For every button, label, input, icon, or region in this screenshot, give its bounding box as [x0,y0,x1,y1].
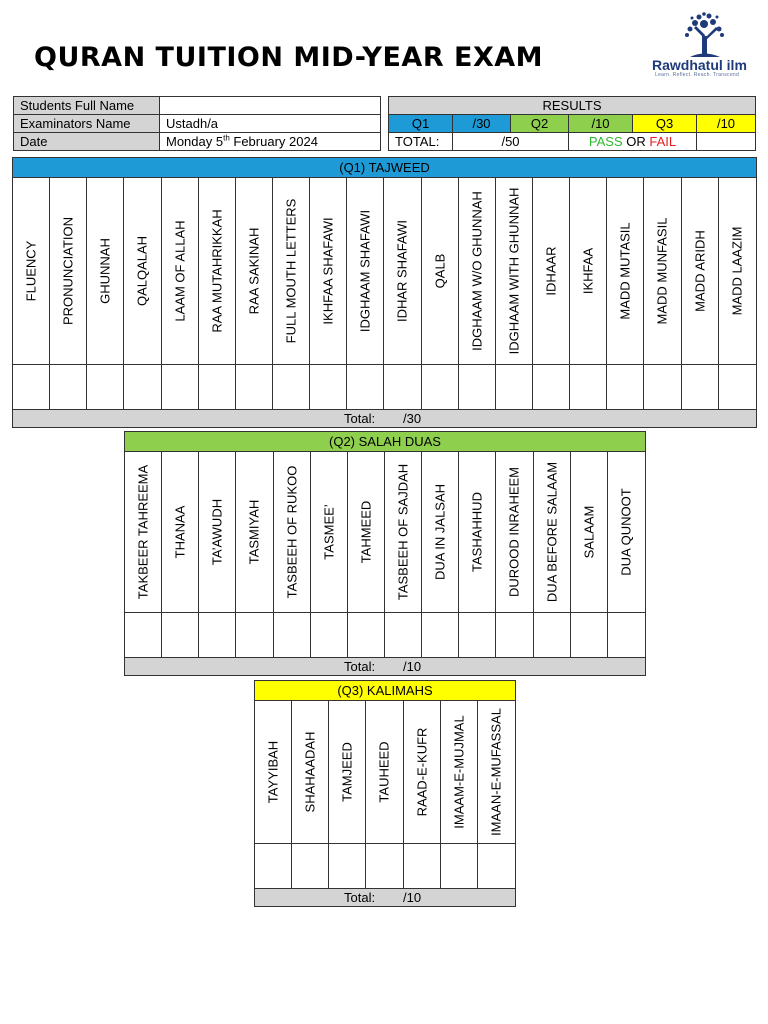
criterion-column [199,452,236,658]
criterion-column [608,452,645,658]
criterion-label-cell [644,178,680,365]
criterion-column [459,452,496,658]
criterion-label-cell [385,452,421,613]
students-label: Students Full Name [14,97,160,115]
score-cell[interactable] [571,613,607,658]
criterion-label-cell [162,452,198,613]
criterion-label: SALAAM [581,505,597,559]
q2-total-max: /10 [403,659,422,674]
criterion-column [607,178,644,410]
criterion-label-cell [236,178,272,365]
criterion-label-cell [719,178,756,365]
q3-total-max: /10 [403,890,422,905]
q3-criteria [255,701,515,889]
score-cell[interactable] [274,613,310,658]
q2-total-row [125,658,645,675]
score-cell[interactable] [533,365,569,410]
q3-header: (Q3) KALIMAHS [255,681,515,701]
total-result-max[interactable]: /50 [453,133,569,151]
pass-label: PASS [588,134,623,149]
criterion-label-cell [459,452,495,613]
score-cell[interactable] [199,365,235,410]
score-cell[interactable] [50,365,86,410]
criterion-label-cell [87,178,123,365]
q2-total-label: Total: [344,659,376,674]
score-cell[interactable] [496,613,532,658]
date-rest: February 2024 [229,134,318,149]
score-cell[interactable] [329,844,365,889]
criterion-column [329,701,366,889]
criterion-label: SHAHAADAH [302,731,318,813]
examiner-name-field[interactable]: Ustadh/a [160,115,381,133]
criterion-label: TASMIYAH [246,499,262,565]
criterion-column [422,178,459,410]
criterion-label: IKHFAA SHAFAWI [320,217,336,325]
criterion-label-cell [199,452,235,613]
criterion-label-cell [571,452,607,613]
criterion-label: DUROOD INRAHEEM [506,466,522,598]
criterion-label: IMAAN-E-MUFASSAL [488,708,504,836]
criterion-label-cell [422,178,458,365]
criterion-column [496,178,533,410]
criterion-label: TASMEE’ [321,504,337,560]
score-cell[interactable] [608,613,645,658]
criterion-column [682,178,719,410]
criterion-column [274,452,311,658]
criterion-column [478,701,515,889]
student-info-table [13,96,381,151]
q3-total-label: Total: [344,890,376,905]
criterion-label: DUA QUNOOT [618,488,634,576]
criterion-label-cell [13,178,49,365]
criterion-column [236,452,273,658]
q1-total-row [13,410,756,427]
criterion-label: IKHFAA [580,247,596,295]
logo-tagline: Learn. Reflect. Reach. Transcend [655,72,740,78]
criterion-label-cell [682,178,718,365]
pass-fail-field[interactable] [697,133,756,151]
pass-fail-indicator [569,133,697,151]
criterion-label: TAUHEED [376,741,392,803]
criterion-column [310,178,347,410]
criterion-column [441,701,478,889]
score-cell[interactable] [644,365,680,410]
page-title: QURAN TUITION MID-YEAR EXAM [34,42,544,73]
or-label: OR [626,134,646,149]
fail-label: FAIL [649,134,677,149]
criterion-label: RAA MUTAHRIKKAH [209,209,225,333]
total-result-label: TOTAL: [389,133,453,151]
score-cell[interactable] [682,365,718,410]
criterion-column [13,178,50,410]
criterion-label: DUA IN JALSAH [432,483,448,581]
logo-name: Rawdhatul ilm [652,57,747,73]
q3-result-label: Q3 [633,115,697,133]
q2-result-max[interactable]: /10 [569,115,633,133]
criterion-column [273,178,310,410]
criterion-label: TAKBEER TAHREEMA [135,464,151,600]
criterion-label-cell [274,452,310,613]
criterion-label-cell [366,701,402,844]
score-cell[interactable] [459,365,495,410]
results-table [388,96,756,151]
criterion-column [533,178,570,410]
criterion-label: MADD LAAZIM [729,226,745,316]
criterion-label: TAHMEED [358,500,374,564]
criterion-label: FLUENCY [23,240,39,302]
q3-kalimahs-section [254,680,516,907]
score-cell[interactable] [255,844,291,889]
criterion-label: IDGHAAM WITH GHUNNAH [506,187,522,355]
criterion-label: FULL MOUTH LETTERS [283,198,299,344]
score-cell[interactable] [236,613,272,658]
criterion-label: QALQALAH [134,235,150,307]
criterion-label-cell [329,701,365,844]
score-cell[interactable] [87,365,123,410]
score-cell[interactable] [124,365,160,410]
q2-result-label: Q2 [511,115,569,133]
criterion-column [162,452,199,658]
q1-tajweed-section [12,157,757,428]
criterion-column [162,178,199,410]
score-cell[interactable] [384,365,420,410]
criterion-column [236,178,273,410]
q1-total-max: /30 [403,411,422,426]
score-cell[interactable] [236,365,272,410]
criterion-label-cell [124,178,160,365]
criterion-label-cell [310,178,346,365]
score-cell[interactable] [441,844,477,889]
q1-result-label: Q1 [389,115,453,133]
criterion-column [496,452,533,658]
criterion-column [50,178,87,410]
criterion-column [571,452,608,658]
criterion-label: THANAA [172,505,188,559]
criterion-label-cell [496,452,532,613]
q2-salah-duas-section [124,431,646,676]
criterion-label-cell [162,178,198,365]
criterion-label-cell [255,701,291,844]
criterion-column [124,178,161,410]
criterion-label: TASHAHHUD [469,492,485,572]
criterion-label-cell [311,452,347,613]
criterion-column [570,178,607,410]
criterion-label-cell [533,178,569,365]
score-cell[interactable] [385,613,421,658]
score-cell[interactable] [273,365,309,410]
score-cell[interactable] [496,365,532,410]
criterion-column [347,178,384,410]
criterion-column [292,701,329,889]
score-cell[interactable] [125,613,161,658]
criterion-label-cell [534,452,570,613]
score-cell[interactable] [199,613,235,658]
criterion-column [125,452,162,658]
score-cell[interactable] [719,365,756,410]
q2-criteria [125,452,645,658]
date-field[interactable] [160,133,381,151]
criterion-label: TA’AWUDH [209,498,225,566]
q2-header: (Q2) SALAH DUAS [125,432,645,452]
criterion-label-cell [422,452,458,613]
score-cell[interactable] [366,844,402,889]
criterion-column [87,178,124,410]
criterion-label-cell [441,701,477,844]
criterion-label: MADD MUNFASIL [654,217,670,325]
criterion-label-cell [607,178,643,365]
q1-total-label: Total: [344,411,376,426]
criterion-label-cell [236,452,272,613]
score-cell[interactable] [348,613,384,658]
criterion-label: TAMJEED [339,742,355,802]
criterion-label-cell [199,178,235,365]
criterion-label: DUA BEFORE SALAAM [544,461,560,603]
criterion-column [366,701,403,889]
criterion-column [311,452,348,658]
criterion-label: IMAAM-E-MUJMAL [451,715,467,829]
criterion-label-cell [496,178,532,365]
criterion-label: MADD ARIDH [692,230,708,312]
criterion-column [199,178,236,410]
score-cell[interactable] [162,365,198,410]
criterion-label-cell [50,178,86,365]
criterion-label: IDGHAAM SHAFAWI [357,209,373,333]
criterion-column [255,701,292,889]
score-cell[interactable] [459,613,495,658]
criterion-label: RAA SAKINAH [246,227,262,315]
criterion-label: IDGHAAM W/O GHUNNAH [469,191,485,351]
score-cell[interactable] [570,365,606,410]
criterion-column [422,452,459,658]
criterion-label-cell [273,178,309,365]
criterion-label: TASBEEH OF RUKOO [284,465,300,599]
score-cell[interactable] [422,365,458,410]
criterion-label: TAYYIBAH [265,740,281,804]
examiner-label: Examinators Name [14,115,160,133]
criterion-label-cell [292,701,328,844]
criterion-label: TASBEEH OF SAJDAH [395,463,411,601]
criterion-label: IDHAR SHAFAWI [394,219,410,323]
criterion-label-cell [404,701,440,844]
results-header: RESULTS [389,97,756,115]
q1-result-max[interactable]: /30 [453,115,511,133]
criterion-column [348,452,385,658]
criterion-label-cell [347,178,383,365]
score-cell[interactable] [534,613,570,658]
students-name-field[interactable] [160,97,381,115]
score-cell[interactable] [607,365,643,410]
criterion-column [644,178,681,410]
criterion-label-cell [348,452,384,613]
date-label: Date [14,133,160,151]
criterion-label-cell [384,178,420,365]
criterion-column [459,178,496,410]
criterion-label-cell [608,452,645,613]
criterion-column [534,452,571,658]
score-cell[interactable] [478,844,515,889]
score-cell[interactable] [311,613,347,658]
criterion-label-cell [478,701,515,844]
score-cell[interactable] [292,844,328,889]
criterion-label: LAAM OF ALLAH [172,220,188,322]
score-cell[interactable] [13,365,49,410]
criterion-label: PRONUNCIATION [60,216,76,326]
criterion-label: QALB [432,253,448,289]
q1-criteria [13,178,756,410]
score-cell[interactable] [404,844,440,889]
date-suffix: th [223,133,230,143]
score-cell[interactable] [310,365,346,410]
criterion-label: GHUNNAH [97,238,113,304]
criterion-column [719,178,756,410]
criterion-label: IDHAAR [543,246,559,296]
criterion-label: RAAD-E-KUFR [414,727,430,817]
criterion-column [404,701,441,889]
criterion-column [385,452,422,658]
q3-total-row [255,889,515,906]
date-day: Monday 5 [166,134,224,149]
criterion-label-cell [570,178,606,365]
score-cell[interactable] [347,365,383,410]
criterion-label: MADD MUTASIL [617,222,633,320]
q1-header: (Q1) TAJWEED [13,158,756,178]
score-cell[interactable] [422,613,458,658]
criterion-label-cell [459,178,495,365]
criterion-label-cell [125,452,161,613]
score-cell[interactable] [162,613,198,658]
criterion-column [384,178,421,410]
q3-result-max[interactable]: /10 [697,115,756,133]
